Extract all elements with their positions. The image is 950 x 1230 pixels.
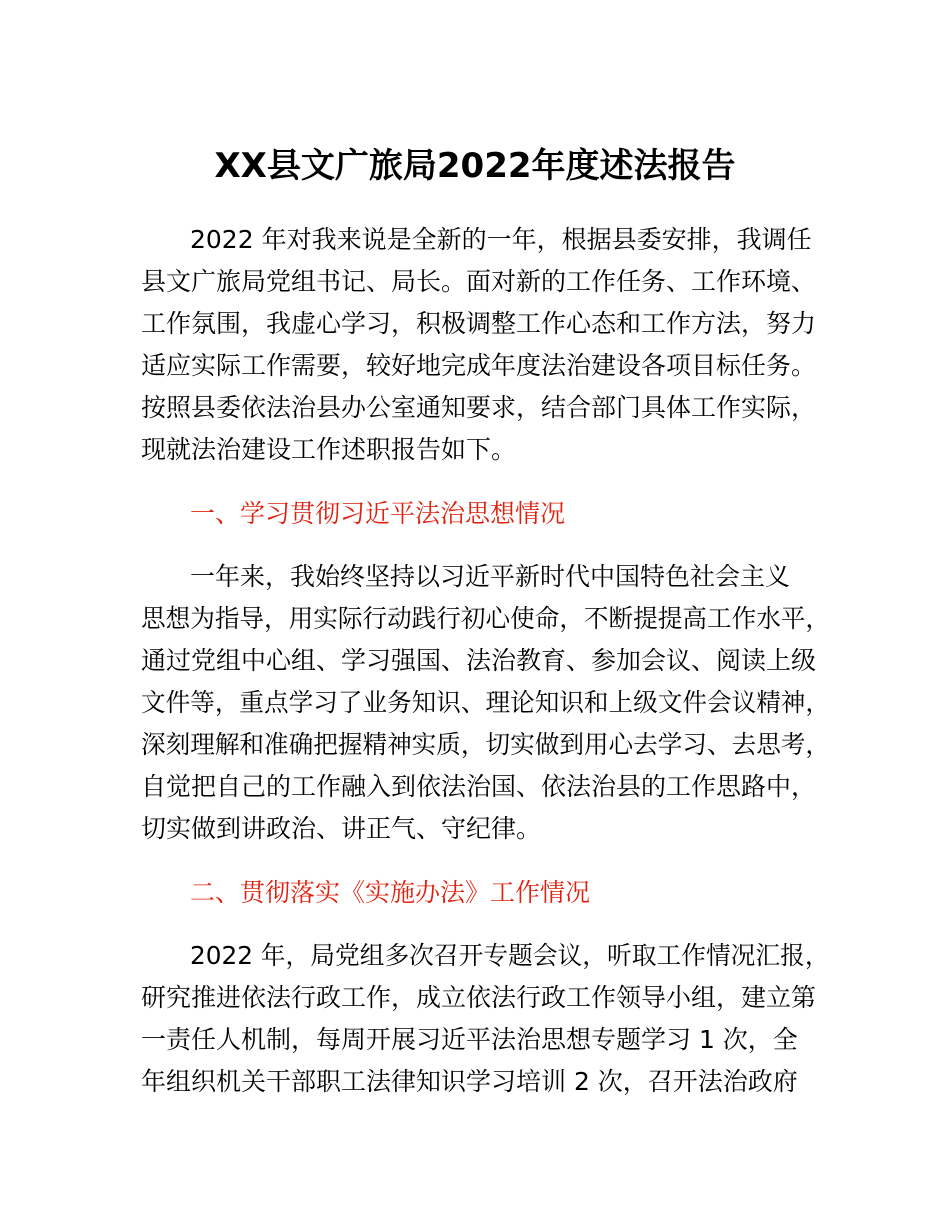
paragraph-line: 县文广旅局党组书记、局长。面对新的工作任务、工作环境、 [141,267,817,296]
paragraph-line: 按照县委依法治县办公室通知要求，结合部门具体工作实际， [141,393,817,422]
paragraph-line: 通过党组中心组、学习强国、法治教育、参加会议、阅读上级 [141,646,817,675]
paragraph-line: 思想为指导，用实际行动践行初心使命，不断提提高工作水平， [141,604,831,633]
paragraph-line: 2022 年对我来说是全新的一年，根据县委安排，我调任 [190,225,812,254]
paragraph-line: 自觉把自己的工作融入到依法治国、依法治县的工作思路中， [141,772,817,801]
paragraph-line: 深刻理解和准确把握精神实质，切实做到用心去学习、去思考， [141,730,831,759]
page-title: XX县文广旅局2022年度述法报告 [214,146,736,186]
paragraph-line: 2022 年，局党组多次召开专题会议，听取工作情况汇报， [190,941,830,970]
paragraph-line: 文件等，重点学习了业务知识、理论知识和上级文件会议精神， [141,688,831,717]
section-heading-1: 一、学习贯彻习近平法治思想情况 [190,499,566,528]
paragraph-line: 切实做到讲政治、讲正气、守纪律。 [141,814,542,843]
paragraph-line: 一年来，我始终坚持以习近平新时代中国特色社会主义 [190,562,791,591]
paragraph-line: 现就法治建设工作述职报告如下。 [141,435,517,464]
paragraph-line: 一责任人机制，每周开展习近平法治思想专题学习 1 次，全 [141,1025,798,1054]
paragraph-line: 年组织机关干部职工法律知识学习培训 2 次，召开法治政府 [141,1067,798,1096]
paragraph-line: 适应实际工作需要，较好地完成年度法治建设各项目标任务。 [141,351,817,380]
paragraph-line: 工作氛围，我虚心学习，积极调整工作心态和工作方法，努力 [141,309,817,338]
section-heading-2: 二、贯彻落实《实施办法》工作情况 [190,878,591,907]
paragraph-line: 研究推进依法行政工作，成立依法行政工作领导小组，建立第 [141,983,817,1012]
